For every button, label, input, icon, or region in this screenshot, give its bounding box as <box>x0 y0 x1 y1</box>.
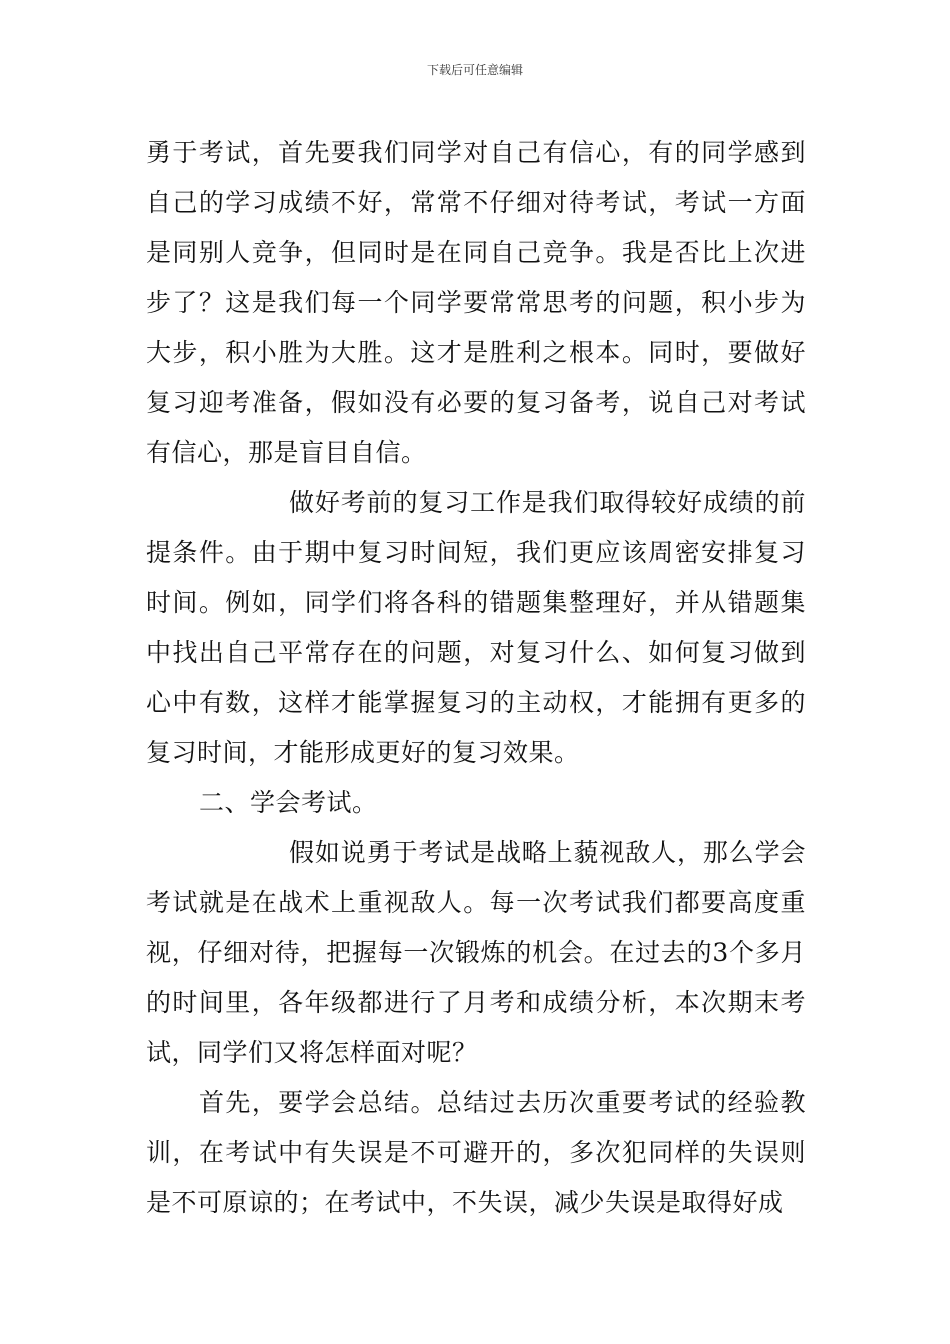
document-body <box>146 128 806 1228</box>
section-heading-learn-exam: 二、学会考试。 <box>199 788 378 817</box>
page-header-note: 下载后可任意编辑 <box>426 63 523 77</box>
paragraph-summarize: 首先，要学会总结。总结过去历次重要考试的经验教训，在考试中有失误是不可避开的，多次犯同样的失误则是不可原谅的；在考试中，不失误，减少失误是取得好成 <box>146 1088 806 1217</box>
paragraph-tactics: 假如说勇于考试是战略上藐视敌人，那么学会考试就是在战术上重视敌人。每一次考试我们都要高度重视，仔细对待，把握每一次锻炼的机会。在过去的3个多月的时间里，各年级都进行了月考和成绩分析，本次期末考试，同学们又将怎样面对呢？ <box>146 838 806 1067</box>
paragraph-review-preparation: 做好考前的复习工作是我们取得较好成绩的前提条件。由于期中复习时间短，我们更应该周密安排复习时间。例如，同学们将各科的错题集整理好，并从错题集中找出自己平常存在的问题，对复习什么、如何复习做到心中有数，这样才能掌握复习的主动权，才能拥有更多的复习时间，才能形成更好的复习效果。 <box>146 488 806 767</box>
paragraph-exam-confidence: 勇于考试，首先要我们同学对自己有信心，有的同学感到自己的学习成绩不好，常常不仔细对待考试，考试一方面是同别人竞争，但同时是在同自己竞争。我是否比上次进步了？这是我们每一个同学要常常思考的问题，积小步为大步，积小胜为大胜。这才是胜利之根本。同时，要做好复习迎考准备，假如没有必要的复习备考，说自己对考试有信心，那是盲目自信。 <box>146 138 806 467</box>
